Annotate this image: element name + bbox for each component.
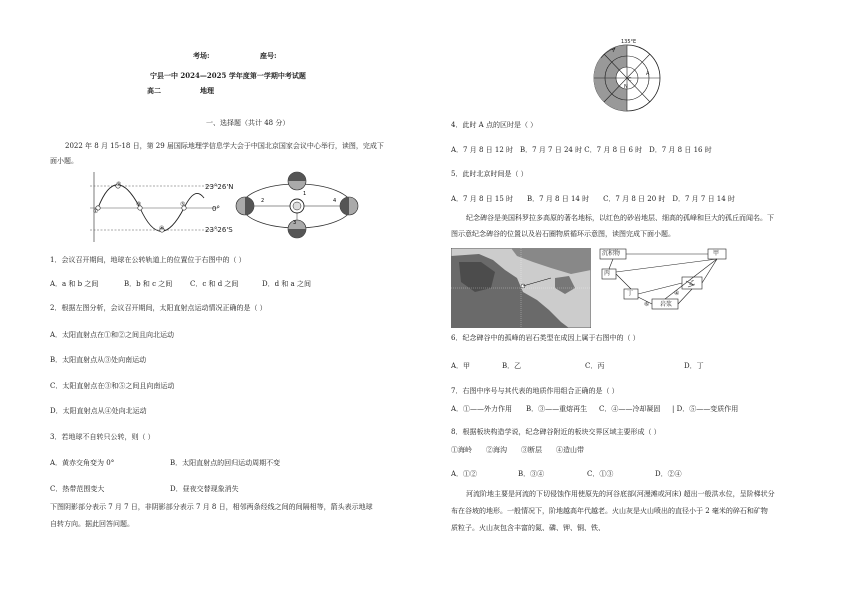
q1-option-d[interactable]: D．d 和 a 之间 — [262, 280, 311, 288]
marker-1-label: ① — [93, 208, 99, 215]
q6-option-b[interactable]: B．乙 — [502, 362, 522, 370]
q5-options[interactable]: A．7 月 8 日 15 时 B．7 月 8 日 14 时 C．7 月 8 日 20 时 D．7 月 7 日 14 时 — [451, 195, 735, 203]
q6-option-d[interactable]: D．丁 — [684, 362, 704, 370]
q3-option-d[interactable]: D．昼夜交替现象消失 — [170, 485, 239, 493]
earth-icon-top — [288, 172, 306, 190]
polar-time-figure — [585, 38, 669, 114]
q2-option-c[interactable]: C．太阳直射点在③和⑤之间且向南运动 — [50, 382, 175, 390]
q7-option-d[interactable]: | D．⑤——变质作用 — [672, 405, 739, 413]
label-ding: 丁 — [627, 290, 634, 297]
section-heading: 一、选择题（共计 48 分） — [206, 119, 290, 127]
q7-option-c[interactable]: C．④——冷却凝固 — [599, 405, 661, 413]
earth-icon-bottom — [288, 220, 306, 238]
q2-option-d[interactable]: D．太阳直射点从④处向北运动 — [50, 407, 147, 415]
q7-option-a[interactable]: A．①——外力作用 — [451, 405, 513, 413]
label-magma: 岩浆 — [660, 301, 673, 308]
label-n: N — [624, 84, 628, 90]
label-yi: 乙 — [689, 280, 696, 287]
q3-option-b[interactable]: B．太阳直射点的回归运动周期不变 — [170, 459, 281, 467]
label-jia: 甲 — [713, 250, 720, 257]
label-n4: ④ — [674, 290, 680, 297]
exam-title: 宁县一中 2024—2025 学年度第一学期中考试题 — [150, 71, 306, 80]
svg-text:4: 4 — [333, 198, 337, 204]
label-bing: 丙 — [604, 270, 611, 277]
earth-icon-right — [340, 197, 358, 215]
q4-options[interactable]: A．7 月 8 日 12 时 B．7 月 7 日 24 时 C．7 月 8 日 6 时 D．7 月 8 日 16 时 — [451, 146, 712, 154]
label-c: C — [628, 77, 632, 83]
label-135e: 135°E — [621, 39, 637, 45]
q6-option-c[interactable]: C．丙 — [585, 362, 605, 370]
q1-option-c[interactable]: C．c 和 d 之间 — [190, 280, 239, 288]
q1-option-b[interactable]: B．b 和 c 之间 — [124, 280, 173, 288]
passage3-line-2: 图示意纪念碑谷的位置以及岩石圈物质循环示意图，读图完成下面小题。 — [451, 230, 675, 238]
q2-stem: 2．根据左图分析，会议召开期间，太阳直射点运动情况正确的是（ ） — [50, 304, 267, 312]
q8-option-d[interactable]: D．②④ — [655, 470, 682, 478]
q3-stem: 3．若地球不自转只公转，则（ ） — [50, 433, 155, 441]
marker-4-label: ④ — [159, 225, 165, 232]
label-23s: 23°26'S — [205, 226, 233, 234]
marker-2-label: ② — [116, 181, 122, 188]
q7-option-b[interactable]: B．③——重熔再生 — [526, 405, 588, 413]
label-equator: 0° — [212, 205, 220, 213]
q1-stem: 1．会议召开期间，地球在公转轨道上的位置位于右图中的（ ） — [50, 256, 246, 264]
q2-option-b[interactable]: B．太阳直射点从③处向南运动 — [50, 356, 147, 364]
label-23n: 23°26'N — [205, 183, 234, 191]
passage4-line-1: 河流阶地主要是河流的下切侵蚀作用使原先的河谷底部(河漫滩或河床) 超出一般洪水位，呈阶梯状分 — [466, 490, 775, 498]
q3-option-a[interactable]: A．黄赤交角变为 0° — [50, 459, 115, 467]
q8-option-a[interactable]: A．①② — [451, 470, 478, 478]
svg-text:2: 2 — [261, 198, 265, 204]
intro-line-2: 面小题。 — [50, 157, 78, 165]
q8-option-b[interactable]: B．③④ — [518, 470, 545, 478]
q8-option-c[interactable]: C．①③ — [587, 470, 614, 478]
seat-label: 座号: — [260, 51, 277, 60]
grade-label: 高二 — [147, 86, 161, 95]
label-a: A — [646, 71, 650, 77]
svg-text:3: 3 — [293, 220, 297, 226]
location-map — [451, 248, 591, 328]
passage2-line-1: 下图阴影部分表示 7 月 7 日，非阴影部分表示 7 月 8 日，相邻两条经线之间的间隔相等，箭头表示地球 — [50, 503, 373, 511]
marker-5-label: ⑤ — [180, 201, 186, 208]
label-sediment: 沉积物 — [602, 250, 621, 257]
svg-text:1: 1 — [303, 191, 307, 197]
orbit-figure — [233, 168, 361, 240]
subject-label: 地理 — [200, 86, 214, 95]
q1-option-a[interactable]: A．a 和 b 之间 — [50, 280, 99, 288]
q7-stem: 7．右图中序号与其代表的地质作用组合正确的是（ ） — [451, 387, 619, 395]
intro-line-1: 2022 年 8 月 15-18 日，第 29 届国际地理学信息学大会于中国北京国家会议中心举行，读图，完成下 — [65, 142, 384, 150]
q6-stem: 6．纪念碑谷中的孤峰的岩石类型在成因上属于右图中的（ ） — [451, 334, 640, 342]
passage2-line-2: 自转方向。据此回答问题。 — [50, 520, 134, 528]
earth-icon-left — [236, 197, 254, 215]
q2-option-a[interactable]: A．太阳直射点在①和②之间且向北运动 — [50, 331, 175, 339]
passage4-line-3: 质粒子。火山灰包含丰富的氮、磷、钾、铜、铁、 — [451, 524, 605, 532]
q4-stem: 4．此时 A 点的区时是（ ） — [451, 121, 538, 129]
q3-option-c[interactable]: C．热带范围变大 — [50, 485, 105, 493]
q5-stem: 5．此时北京时间是（ ） — [451, 170, 528, 178]
q8-stem: 8．根据板块构造学说，纪念碑谷附近的板块交界区域主要形成（ ） — [451, 428, 661, 436]
passage4-line-2: 布在谷坡的地形。一般情况下，阶地越高年代越老。火山灰是火山喷出的直径小于 2 毫米的碎石和矿物 — [451, 507, 768, 515]
q6-option-a[interactable]: A．甲 — [451, 362, 471, 370]
q8-items: ①海岭 ②海沟 ③断层 ④造山带 — [451, 446, 584, 454]
passage3-line-1: 纪念碑谷是美国科罗拉多高原的著名地标，以红色的砂岩地层、细高的孤峰和巨大的孤丘而闻名。下 — [466, 214, 774, 222]
label-n6: ⑥ — [644, 301, 650, 308]
marker-3-label: ③ — [136, 201, 142, 208]
exam-room-label: 考场: — [193, 51, 210, 60]
